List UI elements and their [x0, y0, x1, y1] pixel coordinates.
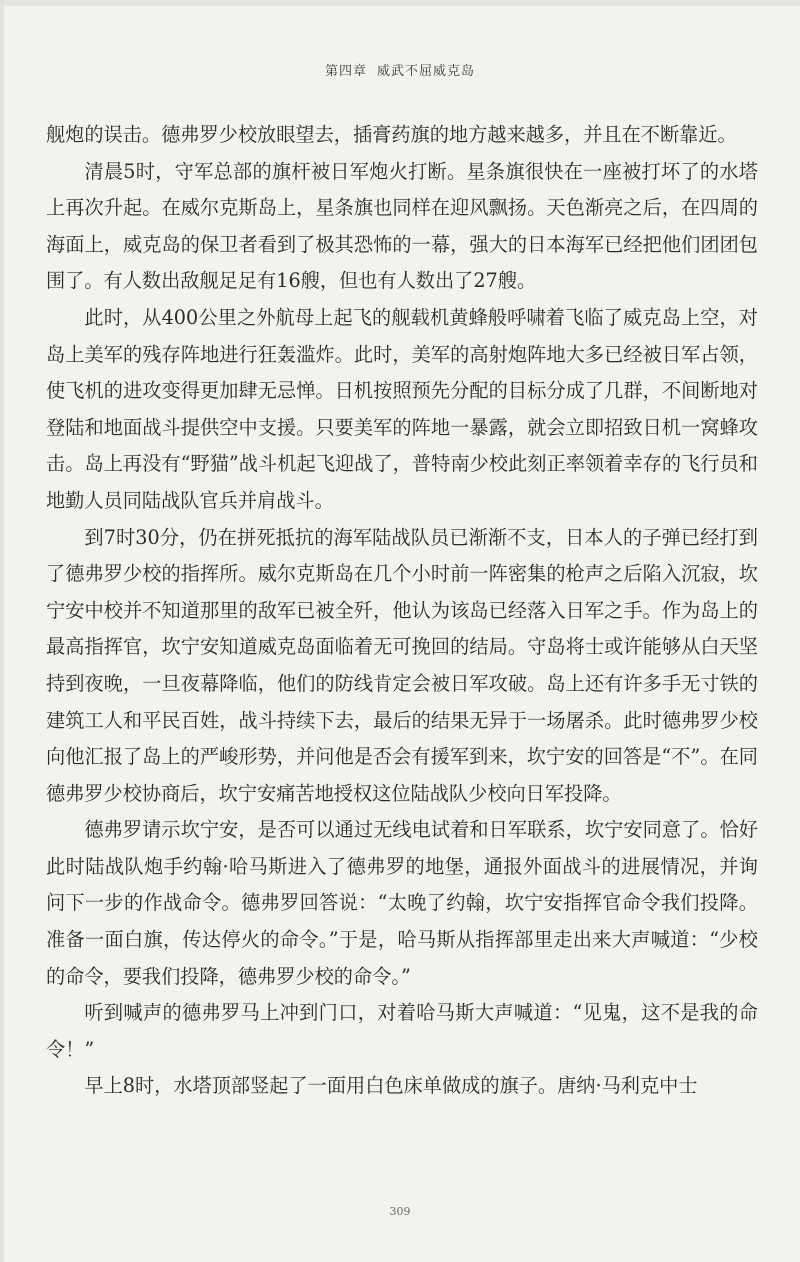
paragraph: 清晨5时，守军总部的旗杆被日军炮火打断。星条旗很快在一座被打坏了的水塔上再次升起。在威尔克斯岛上，星条旗也同样在迎风飘扬。天色渐亮之后，在四周的海面上，威克岛的保卫者看到了极其恐怖的一幕，强大的日本海军已经把他们团团包围了。有人数出敌舰足足有16艘，但也有人数出了27艘。 [46, 159, 758, 293]
scan-edge-top [0, 0, 800, 6]
chapter-number: 第四章 [324, 64, 367, 79]
paragraph: 德弗罗请示坎宁安，是否可以通过无线电试着和日军联系，坎宁安同意了。恰好此时陆战队炮手约翰·哈马斯进入了德弗罗的地堡，通报外面战斗的进展情况，并询问下一步的作战命令。德弗罗回答说：“太晚了约翰，坎宁安指挥官命令我们投降。准备一面白旗，传达停火的命令。”于是，哈马斯从指挥部里走出来大声喊道：“少校的命令，要我们投降，德弗罗少校的命令。” [46, 818, 758, 988]
paragraph: 此时，从400公里之外航母上起飞的舰载机黄蜂般呼啸着飞临了威克岛上空，对岛上美军的残存阵地进行狂轰滥炸。此时，美军的高射炮阵地大多已经被日军占领，使飞机的进攻变得更加肆无忌惮。日机按照预先分配的目标分成了几群，不间断地对登陆和地面战斗提供空中支援。只要美军的阵地一暴露，就会立即招致日机一窝蜂攻击。岛上再没有“野猫”战斗机起飞迎战了，普特南少校此刻正率领着幸存的飞行员和地勤人员同陆战队官兵并肩战斗。 [46, 305, 758, 512]
paragraph: 早上8时，水塔顶部竖起了一面用白色床单做成的旗子。唐纳·马利克中士 [84, 1074, 698, 1098]
paragraph: 舰炮的误击。德弗罗少校放眼望去，插膏药旗的地方越来越多，并且在不断靠近。 [46, 123, 737, 146]
chapter-title: 威武不屈威克岛 [377, 64, 476, 79]
page-number: 309 [389, 1205, 411, 1218]
body-text [46, 117, 758, 1105]
paragraph: 听到喊声的德弗罗马上冲到门口，对着哈马斯大声喊道：“见鬼，这不是我的命令！” [46, 1001, 758, 1061]
running-head [0, 60, 800, 79]
paragraph: 到7时30分，仍在拼死抵抗的海军陆战队员已渐渐不支，日本人的子弹已经打到了德弗罗少校的指挥所。威尔克斯岛在几个小时前一阵密集的枪声之后陷入沉寂，坎宁安中校并不知道那里的敌军已被全歼，他认为该岛已经落入日军之手。作为岛上的最高指挥官，坎宁安知道威克岛面临着无可挽回的结局。守岛将士或许能够从白天坚持到夜晚，一旦夜幕降临，他们的防线肯定会被日军攻破。岛上还有许多手无寸铁的建筑工人和平民百姓，战斗持续下去，最后的结果无异于一场屠杀。此时德弗罗少校向他汇报了岛上的严峻形势，并问他是否会有援军到来，坎宁安的回答是“不”。在同德弗罗少校协商后，坎宁安痛苦地授权这位陆战队少校向日军投降。 [46, 525, 758, 805]
scan-edge-left [0, 0, 4, 1262]
